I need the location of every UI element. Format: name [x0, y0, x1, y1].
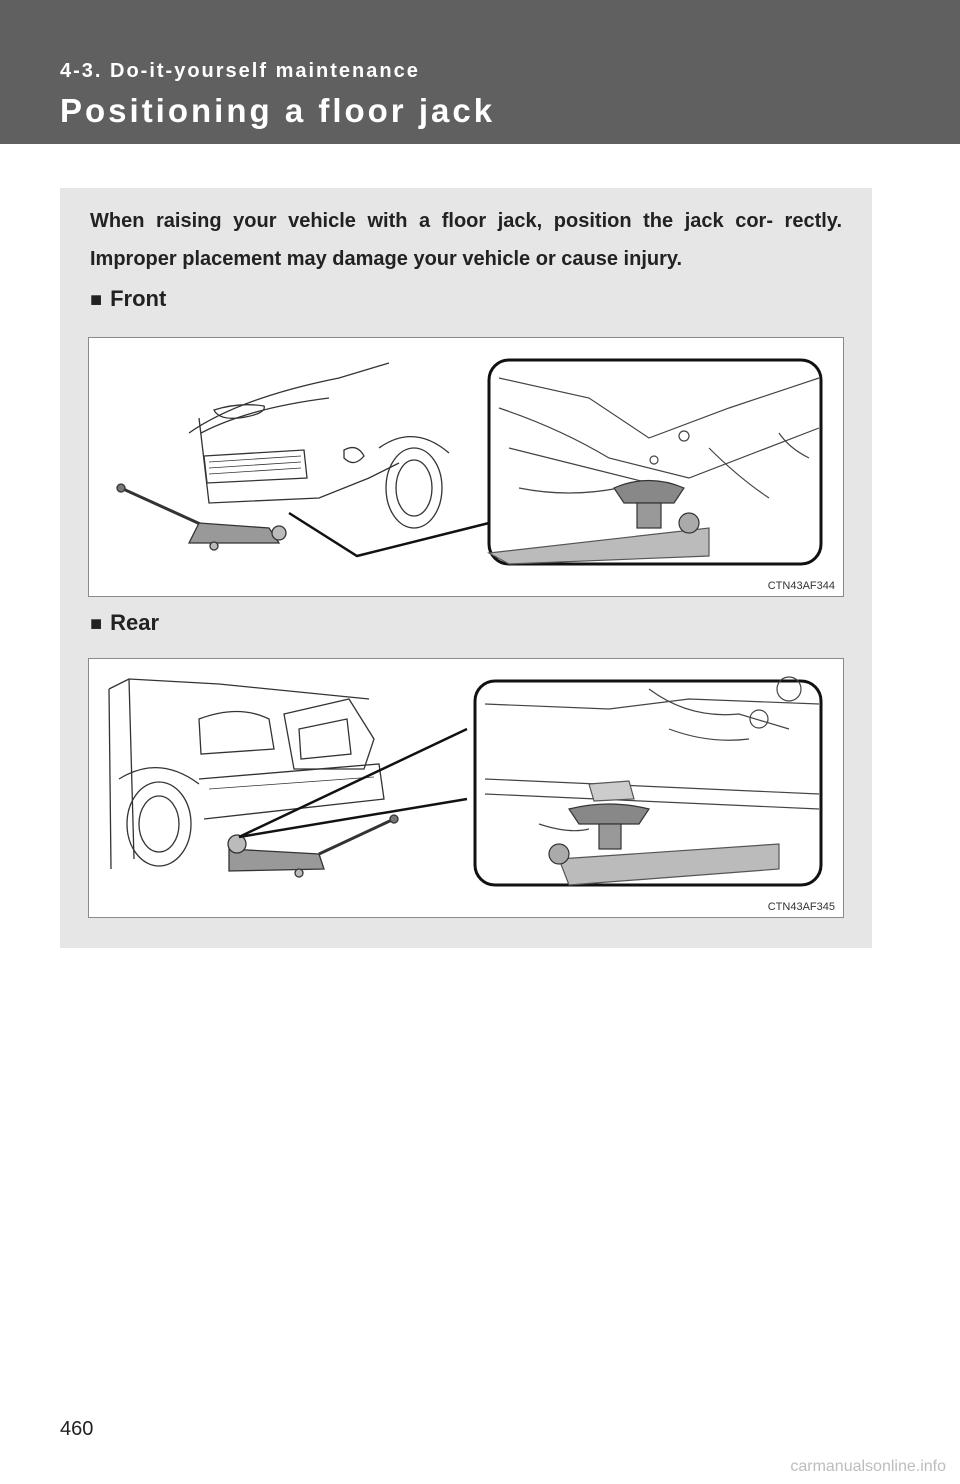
- rear-jack-illustration: [89, 659, 845, 919]
- section-label: 4-3. Do-it-yourself maintenance: [60, 60, 420, 82]
- subheading-front-label: Front: [110, 286, 167, 311]
- square-bullet-icon: ■: [90, 289, 103, 311]
- figure-rear-code: CTN43AF345: [767, 901, 835, 913]
- watermark: carmanualsonline.info: [790, 1458, 946, 1475]
- figure-front-code: CTN43AF344: [767, 580, 835, 592]
- figure-rear: [88, 658, 844, 918]
- subheading-front: [90, 286, 166, 312]
- figure-front: [88, 337, 844, 597]
- page-number: 460: [60, 1418, 94, 1440]
- subheading-rear-label: Rear: [110, 610, 160, 635]
- page-header: [0, 0, 960, 144]
- square-bullet-icon: ■: [90, 613, 103, 635]
- intro-paragraph: When raising your vehicle with a floor jack, position the jack cor- rectly. Improper placement may damage your vehicle or cause injury.: [90, 210, 842, 270]
- page-title: Positioning a floor jack: [60, 92, 496, 129]
- subheading-rear: [90, 610, 159, 636]
- front-jack-illustration: [89, 338, 845, 598]
